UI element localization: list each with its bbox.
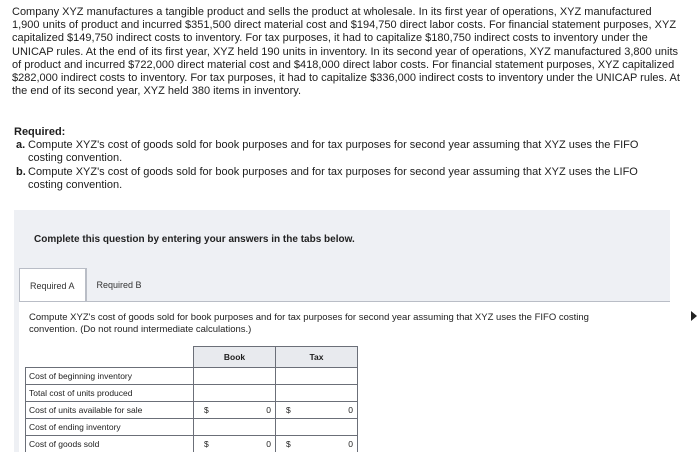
tax-input[interactable] xyxy=(276,385,358,402)
required-item-letter: b. xyxy=(16,165,26,178)
book-input[interactable] xyxy=(194,385,276,402)
table-row xyxy=(26,419,358,436)
header-blank-cell xyxy=(26,347,194,368)
tax-value: 0 xyxy=(348,439,353,449)
dollar-sign: $ xyxy=(286,439,291,449)
row-label: Total cost of units produced xyxy=(26,385,194,402)
book-total-cell xyxy=(194,402,276,419)
table-row xyxy=(26,385,358,402)
book-total-cell xyxy=(194,436,276,452)
tax-input[interactable] xyxy=(276,419,358,436)
row-label: Cost of units available for sale xyxy=(26,402,194,419)
problem-statement: Company XYZ manufactures a tangible product and sells the product at wholesale. In its first year of operations, XYZ manufactured 1,900 units of product and incurred $351,500 direct material cost and $194,750 direct labor costs. For financial statement purposes, XYZ capitalized $149,750 indirect costs to inventory. For tax purposes, it had to capitalize $180,750 indirect costs to inventory under the UNICAP rules. At the end of its first year, XYZ held 190 units in inventory. In its second year of operations, XYZ manufactured 3,800 units of product and incurred $722,000 direct material cost and $418,000 direct labor costs. For financial statement purposes, XYZ capitalized $282,000 indirect costs to inventory. For tax purposes, it had to capitalize $336,000 indirect costs to inventory under the UNICAP rules. At the end of its second year, XYZ held 380 items in inventory. xyxy=(12,6,680,98)
row-label: Cost of ending inventory xyxy=(26,419,194,436)
tab-prompt: Compute XYZ's cost of goods sold for book purposes and for tax purposes for second year assuming that XYZ uses the FIFO costing convention. (Do not round intermediate calculations.) xyxy=(29,312,589,335)
required-item-letter: a. xyxy=(16,139,26,152)
dollar-sign: $ xyxy=(286,405,291,415)
tab-content xyxy=(19,301,670,452)
book-value: 0 xyxy=(266,405,271,415)
tax-value: 0 xyxy=(348,405,353,415)
required-section xyxy=(14,126,674,192)
tax-total-cell xyxy=(276,436,358,452)
required-item-b xyxy=(14,166,674,192)
row-label: Cost of beginning inventory xyxy=(26,368,194,385)
tab-required-b[interactable]: Required B xyxy=(86,268,152,302)
row-label: Cost of goods sold xyxy=(26,436,194,452)
book-input[interactable] xyxy=(194,368,276,385)
dollar-sign: $ xyxy=(204,405,209,415)
tax-total-cell xyxy=(276,402,358,419)
table-row xyxy=(26,402,358,419)
book-input[interactable] xyxy=(194,419,276,436)
answer-table xyxy=(25,346,358,452)
required-item-a xyxy=(14,139,674,165)
tax-input[interactable] xyxy=(276,368,358,385)
caret-right-icon[interactable] xyxy=(691,311,697,321)
table-header-row xyxy=(26,347,358,368)
table-row xyxy=(26,368,358,385)
column-header-book: Book xyxy=(194,347,276,368)
tab-bar xyxy=(19,268,152,302)
dollar-sign: $ xyxy=(204,439,209,449)
required-item-text: Compute XYZ's cost of goods sold for book purposes and for tax purposes for second year assuming that XYZ uses the LIFO costing convention. xyxy=(28,165,638,191)
question-panel xyxy=(14,210,670,452)
column-header-tax: Tax xyxy=(276,347,358,368)
required-heading: Required: xyxy=(14,126,66,138)
table-row xyxy=(26,436,358,452)
panel-instructions: Complete this question by entering your answers in the tabs below. xyxy=(34,234,355,245)
required-item-text: Compute XYZ's cost of goods sold for book purposes and for tax purposes for second year assuming that XYZ uses the FIFO costing convention. xyxy=(28,139,639,165)
book-value: 0 xyxy=(266,439,271,449)
tab-required-a[interactable]: Required A xyxy=(19,268,86,303)
